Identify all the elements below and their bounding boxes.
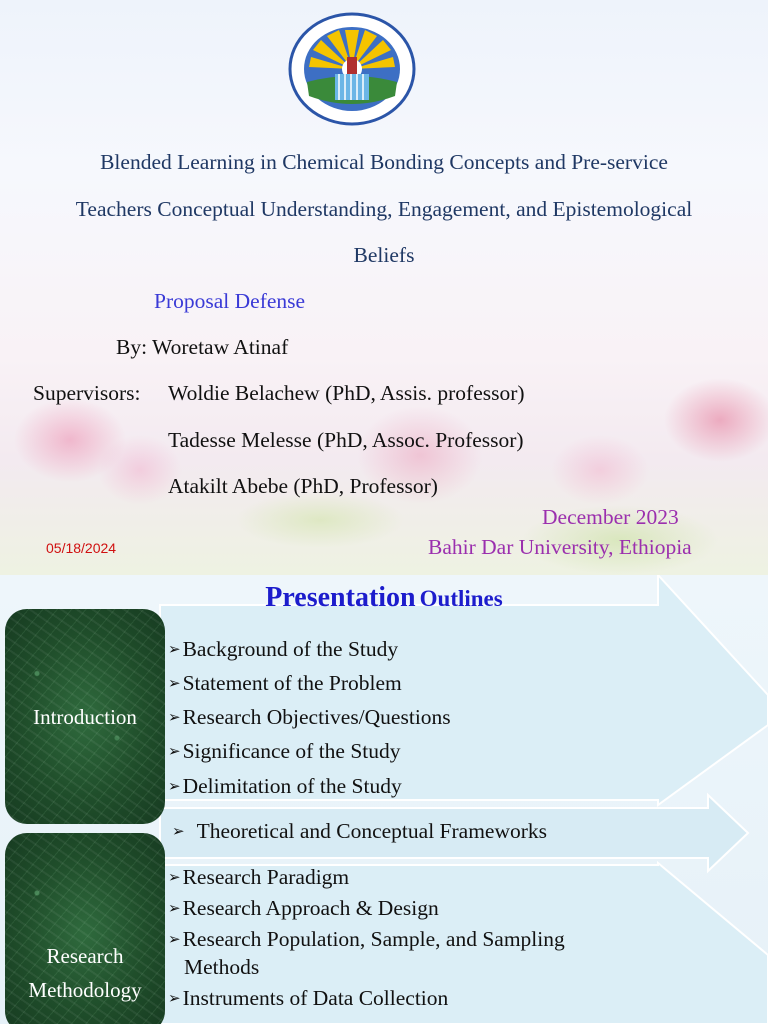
heading-main: Presentation — [265, 582, 416, 613]
outline-slide — [0, 575, 768, 1024]
slide-date: 05/18/2024 — [46, 540, 117, 556]
university-name: Bahir Dar University, Ethiopia — [428, 535, 692, 559]
arrow-bullet-icon: ➢ — [168, 744, 181, 760]
supervisor-2: Tadesse Melesse (PhD, Assoc. Professor) — [168, 428, 524, 452]
title-line-1: Blended Learning in Chemical Bonding Concepts and Pre-service — [100, 150, 668, 174]
list-item: ➢Research Population, Sample, and Sampling — [168, 927, 565, 951]
title-line-3: Beliefs — [353, 243, 415, 267]
list-item: ➢Research Approach & Design — [168, 896, 439, 920]
title-line-2: Teachers Conceptual Understanding, Engagement, and Epistemological — [75, 197, 693, 221]
list-item: ➢Background of the Study — [168, 637, 399, 661]
list-item-continuation: Methods — [184, 955, 260, 979]
list-item: ➢Instruments of Data Collection — [168, 986, 449, 1010]
introduction-tile — [5, 609, 165, 824]
list-item: ➢Research Objectives/Questions — [168, 705, 451, 729]
methodology-label — [5, 939, 165, 1007]
arrow-bullet-icon: ➢ — [168, 932, 181, 948]
framework-item: ➢ Theoretical and Conceptual Frameworks — [172, 819, 548, 843]
list-item: ➢Statement of the Problem — [168, 671, 402, 695]
arrow-bullet-icon: ➢ — [168, 870, 181, 886]
arrow-bullet-icon: ➢ — [172, 824, 185, 840]
methodology-tile — [5, 833, 165, 1024]
presentation-date: December 2023 — [542, 505, 679, 529]
methodology-label-line-2: Methodology — [28, 978, 142, 1002]
list-item: ➢Research Paradigm — [168, 865, 350, 889]
arrow-bullet-icon: ➢ — [168, 779, 181, 795]
arrow-bullet-icon: ➢ — [168, 991, 181, 1007]
supervisor-1: Woldie Belachew (PhD, Assis. professor) — [168, 381, 525, 405]
supervisor-3: Atakilt Abebe (PhD, Professor) — [168, 474, 438, 498]
introduction-label: Introduction — [33, 705, 137, 729]
methodology-label-line-1: Research — [46, 944, 124, 968]
arrow-bullet-icon: ➢ — [168, 676, 181, 692]
list-item: ➢Delimitation of the Study — [168, 774, 402, 798]
arrow-bullet-icon: ➢ — [168, 901, 181, 917]
arrow-bullet-icon: ➢ — [168, 710, 181, 726]
supervisors-label: Supervisors: — [33, 381, 141, 405]
heading-sub: Outlines — [419, 586, 503, 611]
subtitle: Proposal Defense — [154, 289, 306, 313]
arrow-bullet-icon: ➢ — [168, 642, 181, 658]
author: By: Woretaw Atinaf — [116, 335, 289, 359]
university-logo — [287, 12, 417, 126]
list-item: ➢Significance of the Study — [168, 739, 401, 763]
